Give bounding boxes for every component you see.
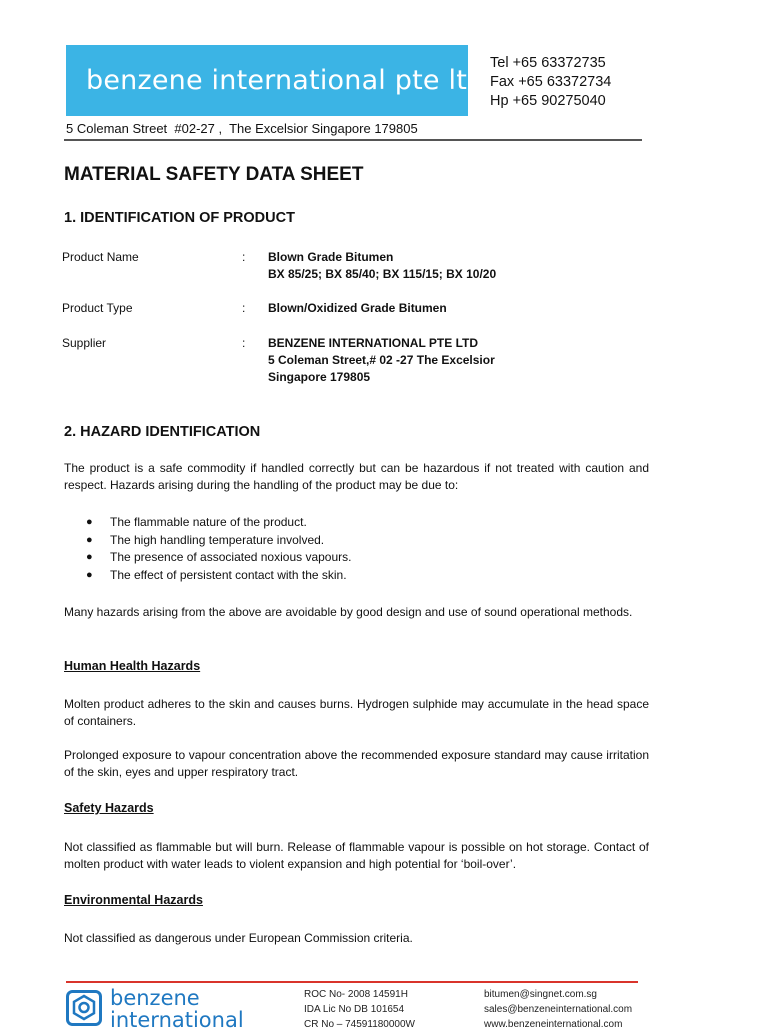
header-divider (64, 139, 642, 141)
list-item (86, 549, 351, 567)
product-type-label: Product Type (62, 301, 133, 315)
footer-contact-info (484, 987, 632, 1032)
product-type-value (268, 300, 447, 317)
product-grades-line: BX 85/25; BX 85/40; BX 115/15; BX 10/20 (268, 267, 497, 281)
avoidable-hazards-paragraph: Many hazards arising from the above are avoidable by good design and use of sound operational methods. (64, 605, 633, 619)
field-colon: : (242, 336, 246, 350)
supplier-city-line: Singapore 179805 (268, 370, 371, 384)
footer-logo-word-2: international (110, 1008, 244, 1028)
product-name-label: Product Name (62, 250, 139, 264)
hazard-bullet-list (86, 514, 351, 584)
supplier-name-line: BENZENE INTERNATIONAL PTE LTD (268, 336, 478, 350)
human-health-paragraph-2: Prolonged exposure to vapour concentration above the recommended exposure standard may cause irritation of the skin, eyes and upper respiratory tract. (64, 748, 649, 779)
safety-hazards-paragraph: Not classified as flammable but will burn. Release of flammable vapour is possible on hot storage. Contact of molten product with water leads to violent expansion and high potential for ‘boil-over’. (64, 840, 649, 871)
supplier-value (268, 335, 495, 386)
website-link[interactable]: www.benzeneinternational.com (484, 1019, 623, 1030)
list-item (86, 514, 351, 532)
hazard-intro-paragraph: The product is a safe commodity if handled correctly but can be hazardous if not treated with caution and respect. Hazards arising during the handling of the product may be due to: (64, 461, 649, 492)
supplier-street-line: 5 Coleman Street,# 02 -27 The Excelsior (268, 353, 495, 367)
environmental-hazards-heading: Environmental Hazards (64, 893, 203, 907)
supplier-label: Supplier (62, 336, 107, 350)
company-name: benzene international pte ltd (86, 65, 485, 96)
bullet-icon: ● (86, 551, 93, 563)
fax-number: Fax +65 63372734 (490, 74, 612, 90)
hexagon-logo-icon (66, 990, 102, 1026)
list-item-text: The high handling temperature involved. (110, 532, 325, 547)
footer-logo (66, 988, 246, 1028)
hp-number: Hp +65 90275040 (490, 93, 606, 109)
footer-registration-info (304, 987, 415, 1032)
environmental-hazards-paragraph: Not classified as dangerous under European Commission criteria. (64, 931, 413, 945)
list-item-text: The effect of persistent contact with the skin. (110, 567, 347, 582)
email-link-2[interactable]: sales@benzeneinternational.com (484, 1004, 633, 1015)
contact-block (490, 54, 611, 111)
bullet-icon: ● (86, 516, 93, 528)
cr-number: CR No – 74591180000W (304, 1019, 415, 1030)
email-link-1[interactable]: bitumen@singnet.com.sg (484, 989, 597, 1000)
human-health-heading: Human Health Hazards (64, 659, 201, 673)
company-address: 5 Coleman Street #02-27 , The Excelsior Singapore 179805 (66, 121, 418, 136)
tel-number: Tel +65 63372735 (490, 55, 606, 71)
footer-divider (66, 981, 638, 983)
product-type-line: Blown/Oxidized Grade Bitumen (268, 301, 447, 315)
product-name-line: Blown Grade Bitumen (268, 250, 394, 264)
safety-hazards-heading: Safety Hazards (64, 801, 154, 815)
list-item (86, 532, 351, 550)
field-colon: : (242, 301, 246, 315)
section-2-title: 2. HAZARD IDENTIFICATION (64, 424, 261, 440)
list-item-text: The presence of associated noxious vapours. (110, 550, 352, 564)
bullet-icon: ● (86, 533, 93, 546)
ida-license: IDA Lic No DB 101654 (304, 1004, 405, 1015)
document-title: MATERIAL SAFETY DATA SHEET (64, 164, 364, 185)
product-name-value (268, 249, 496, 283)
section-1-title: 1. IDENTIFICATION OF PRODUCT (64, 210, 295, 226)
list-item (86, 567, 351, 585)
list-item-text: The flammable nature of the product. (110, 515, 307, 529)
human-health-paragraph-1: Molten product adheres to the skin and causes burns. Hydrogen sulphide may accumulate in the head space of containers. (64, 697, 649, 728)
bullet-icon: ● (86, 568, 93, 581)
company-logo-banner (66, 45, 485, 116)
footer-logo-word-1: benzene (110, 988, 200, 1010)
roc-number: ROC No- 2008 14591H (304, 989, 408, 1000)
field-colon: : (242, 250, 246, 264)
